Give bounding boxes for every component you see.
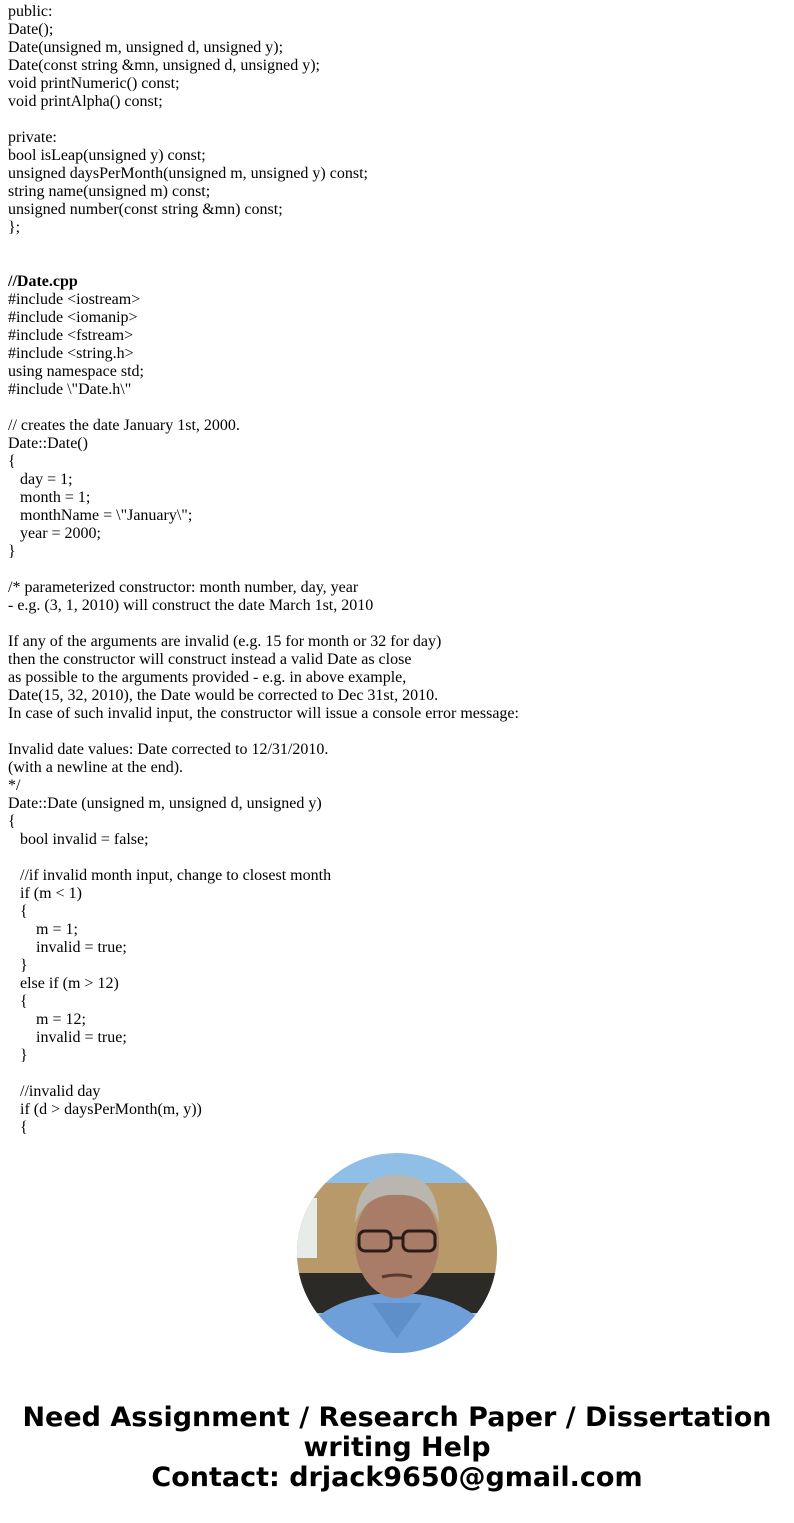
blank-line xyxy=(8,111,519,129)
code-document xyxy=(8,3,519,1137)
code-line: */ xyxy=(8,777,21,794)
code-line: #include \"Date.h\" xyxy=(8,381,132,398)
blank-line xyxy=(8,561,519,579)
code-line: string name(unsigned m) const; xyxy=(8,183,211,200)
footer-advert xyxy=(0,1403,794,1493)
blank-line xyxy=(8,237,519,255)
code-line: #include <string.h> xyxy=(8,345,134,362)
code-line: bool invalid = false; xyxy=(8,831,149,848)
blank-line xyxy=(8,615,519,633)
code-line: month = 1; xyxy=(8,489,91,506)
code-line: Date::Date() xyxy=(8,435,88,452)
blank-line xyxy=(8,1065,519,1083)
code-line: unsigned daysPerMonth(unsigned m, unsigned y) const; xyxy=(8,165,368,182)
code-line: { xyxy=(8,453,16,470)
code-line: { xyxy=(8,903,28,920)
code-line: void printNumeric() const; xyxy=(8,75,180,92)
code-line: Date(15, 32, 2010), the Date would be corrected to Dec 31st, 2010. xyxy=(8,687,439,704)
code-line: m = 1; xyxy=(8,921,78,938)
code-line: invalid = true; xyxy=(8,939,127,956)
code-line: - e.g. (3, 1, 2010) will construct the date March 1st, 2010 xyxy=(8,597,374,614)
code-line: (with a newline at the end). xyxy=(8,759,184,776)
footer-line-1: Need Assignment / Research Paper / Dissertation xyxy=(22,1402,772,1433)
code-line: { xyxy=(8,993,28,1010)
code-line: Date(const string &mn, unsigned d, unsigned y); xyxy=(8,57,320,74)
code-line: year = 2000; xyxy=(8,525,101,542)
code-line: else if (m > 12) xyxy=(8,975,119,992)
code-line: In case of such invalid input, the constructor will issue a console error message: xyxy=(8,705,519,722)
code-line: as possible to the arguments provided - e.g. in above example, xyxy=(8,669,407,686)
code-line: bool isLeap(unsigned y) const; xyxy=(8,147,206,164)
code-line: //if invalid month input, change to closest month xyxy=(8,867,332,884)
code-line: /* parameterized constructor: month number, day, year xyxy=(8,579,359,596)
code-line: } xyxy=(8,1047,28,1064)
code-line: private: xyxy=(8,129,57,146)
code-line: invalid = true; xyxy=(8,1029,127,1046)
code-line: } xyxy=(8,543,16,560)
code-line: #include <iomanip> xyxy=(8,309,138,326)
code-line: void printAlpha() const; xyxy=(8,93,163,110)
code-line: }; xyxy=(8,219,21,236)
code-line: { xyxy=(8,813,16,830)
blank-line xyxy=(8,849,519,867)
code-line: //Date.cpp xyxy=(8,273,78,290)
code-line: #include <fstream> xyxy=(8,327,134,344)
blank-line xyxy=(8,399,519,417)
code-line: If any of the arguments are invalid (e.g. 15 for month or 32 for day) xyxy=(8,633,442,650)
code-line: if (d > daysPerMonth(m, y)) xyxy=(8,1101,202,1118)
code-line: using namespace std; xyxy=(8,363,144,380)
blank-line xyxy=(8,255,519,273)
footer-contact: Contact: drjack9650@gmail.com xyxy=(151,1462,643,1493)
code-line: Invalid date values: Date corrected to 12/31/2010. xyxy=(8,741,329,758)
code-line: Date::Date (unsigned m, unsigned d, unsigned y) xyxy=(8,795,322,812)
author-avatar xyxy=(297,1153,497,1353)
code-line: unsigned number(const string &mn) const; xyxy=(8,201,283,218)
code-line: if (m < 1) xyxy=(8,885,82,902)
code-line: day = 1; xyxy=(8,471,73,488)
code-line: monthName = \"January\"; xyxy=(8,507,193,524)
blank-line xyxy=(8,723,519,741)
code-line: then the constructor will construct instead a valid Date as close xyxy=(8,651,412,668)
code-line: // creates the date January 1st, 2000. xyxy=(8,417,240,434)
code-line: public: xyxy=(8,3,53,20)
code-line: } xyxy=(8,957,28,974)
code-line: Date(); xyxy=(8,21,54,38)
code-line: { xyxy=(8,1119,28,1136)
code-line: m = 12; xyxy=(8,1011,86,1028)
footer-line-2: writing Help xyxy=(303,1432,491,1463)
code-line: Date(unsigned m, unsigned d, unsigned y); xyxy=(8,39,284,56)
code-line: //invalid day xyxy=(8,1083,101,1100)
code-line: #include <iostream> xyxy=(8,291,141,308)
